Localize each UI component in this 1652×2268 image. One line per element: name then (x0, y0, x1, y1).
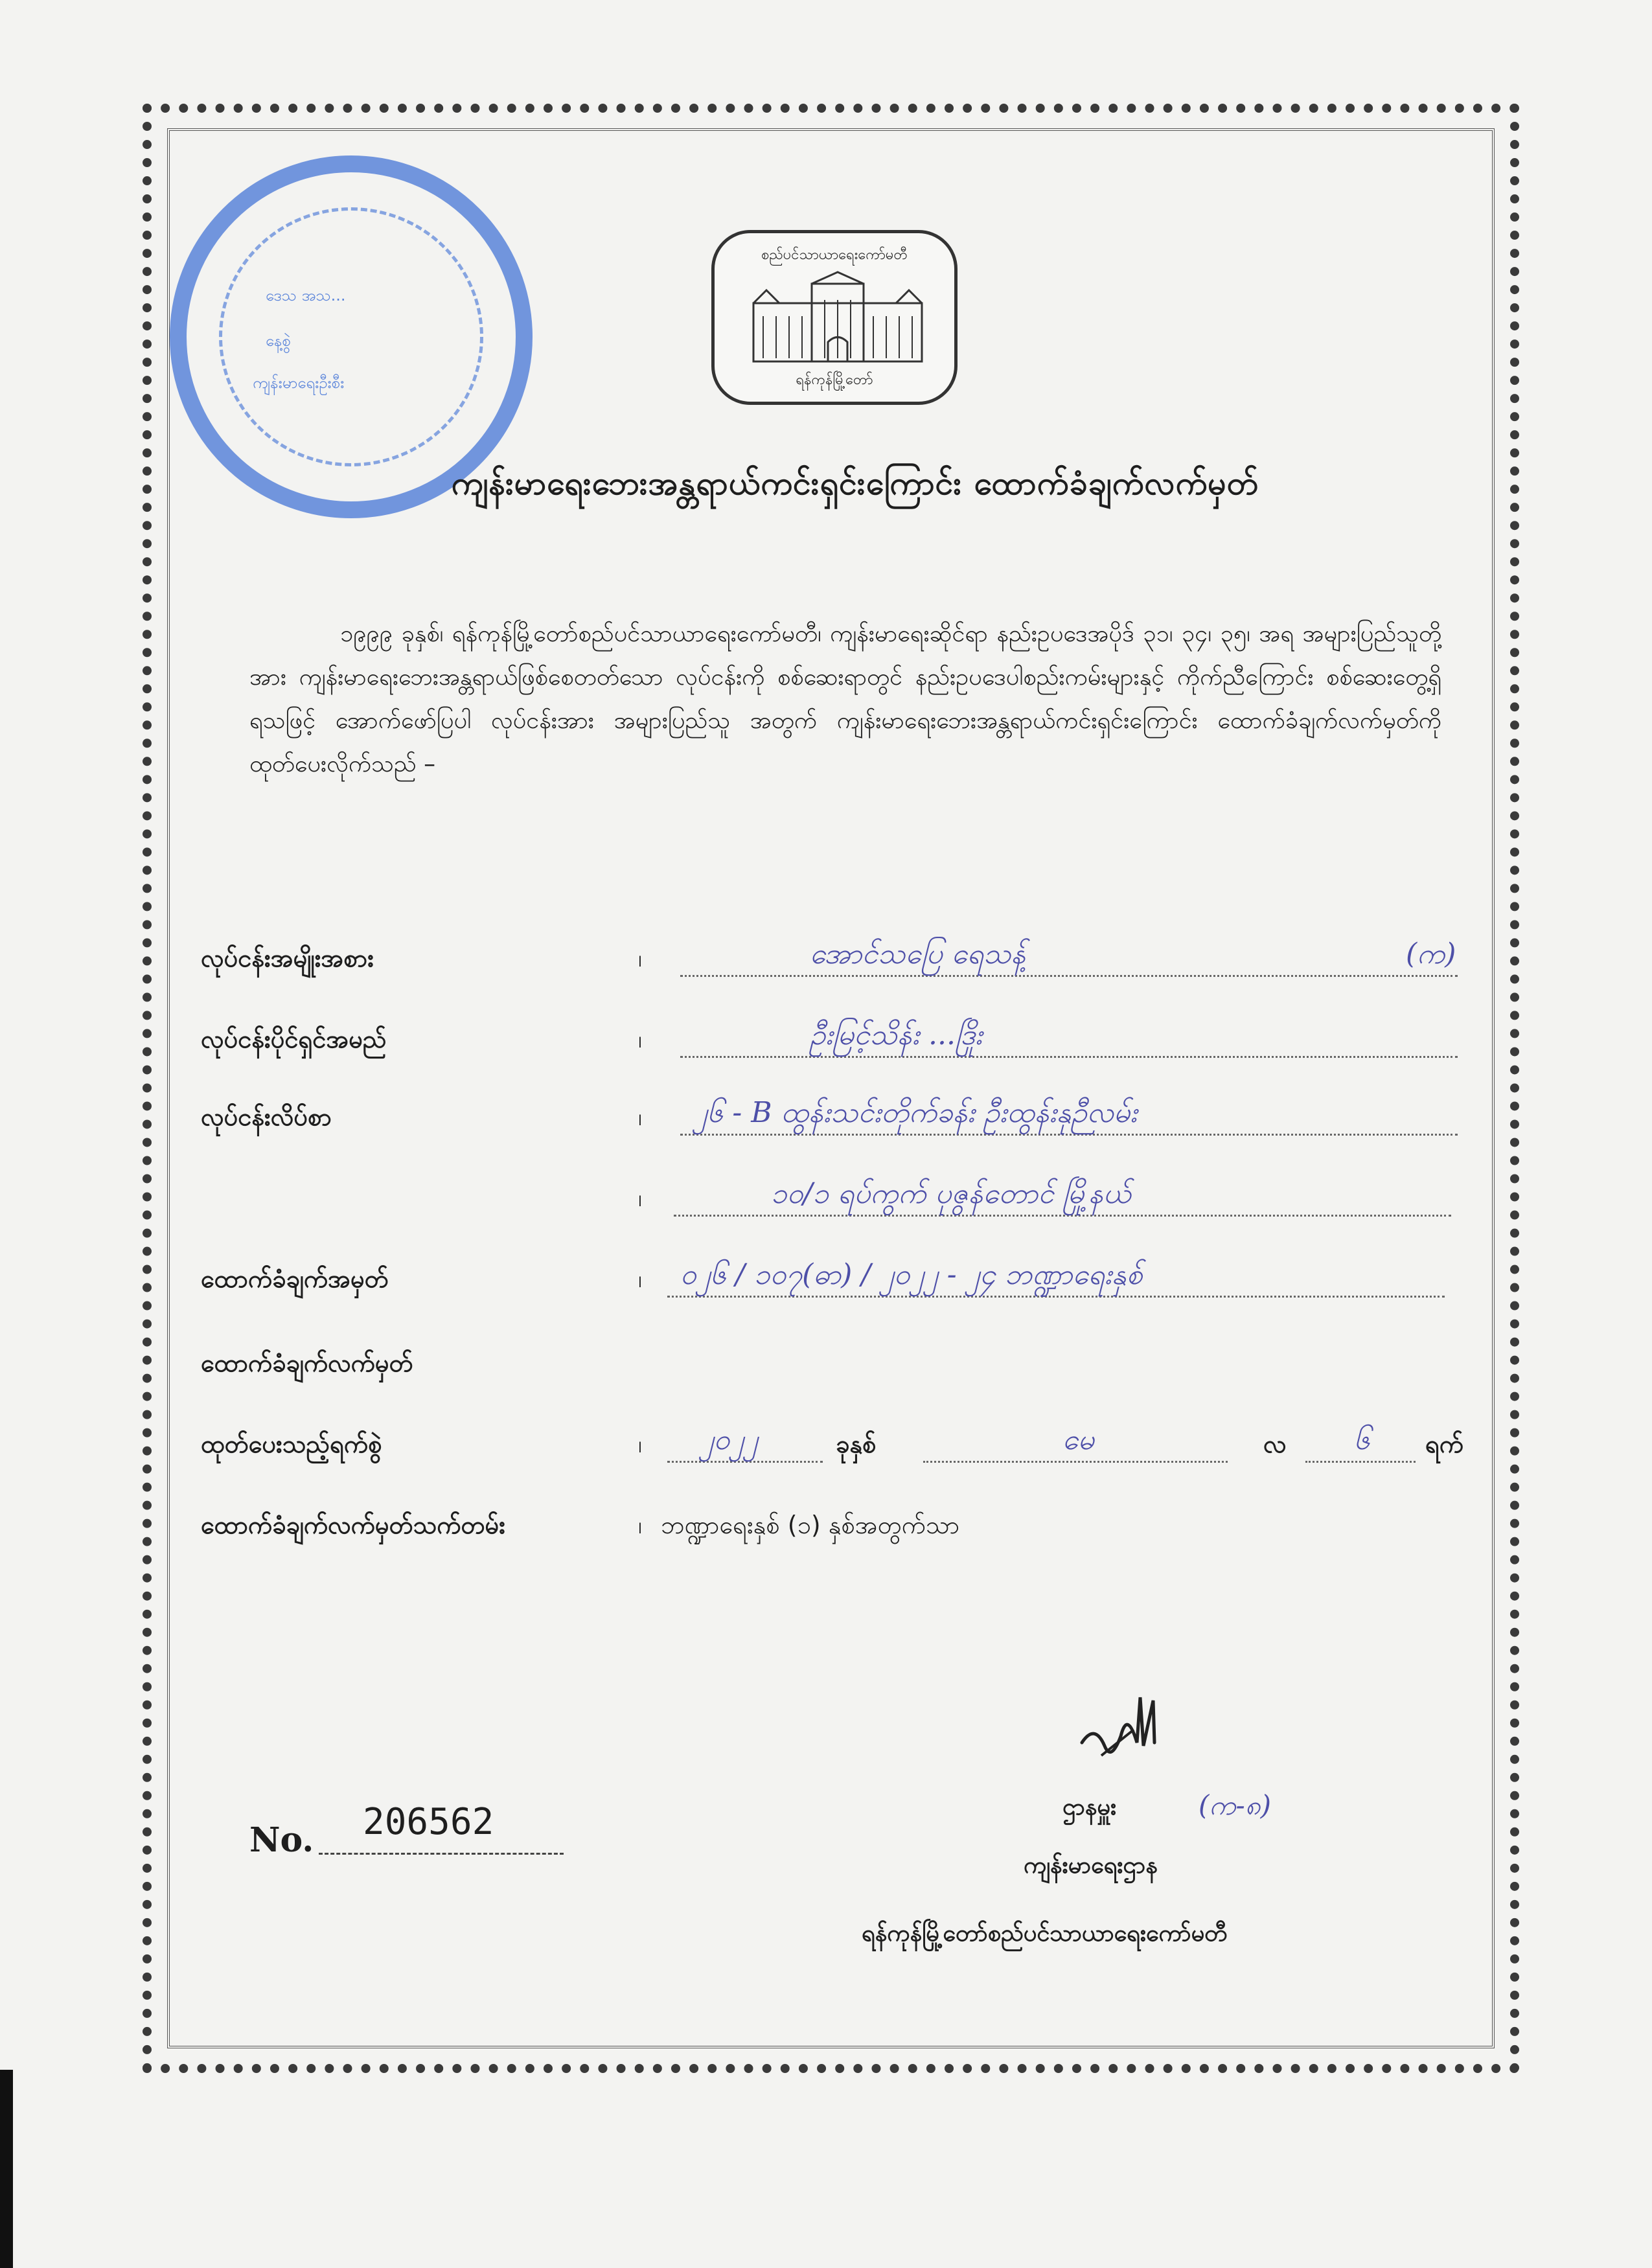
month-word: လ (1263, 1430, 1287, 1458)
address-value-line-2: ၁၀/၁ ရပ်ကွက် ပုဇွန်တောင် မြို့နယ် (771, 1177, 1131, 1210)
number-underline (319, 1853, 564, 1855)
row-address-continued (201, 1177, 1464, 1228)
validity-value: ဘဏ္ဍာရေးနှစ် (၁) နှစ်အတွက်သာ (661, 1511, 960, 1539)
issue-date-label: ထုတ်ပေးသည့်ရက်စွဲ (201, 1430, 382, 1458)
certificate-title: ကျန်းမာရေးဘေးအန္တရာယ်ကင်းရှင်းကြောင်း ထောက်ခံချက်လက်မှတ် (451, 464, 1259, 502)
certificate-label: ထောက်ခံချက်လက်မှတ် (201, 1349, 413, 1377)
issue-day-value: ၆ (1354, 1423, 1370, 1456)
number-label: No. (249, 1820, 314, 1860)
business-type-extra: (က) (1406, 937, 1456, 970)
colon: ၊ (638, 1511, 643, 1539)
year-word: ခုနှစ် (836, 1430, 877, 1458)
row-business-type (201, 937, 1464, 988)
colon: ၊ (638, 944, 643, 972)
seal-inner-ring (219, 207, 483, 466)
seal-line-2: နေ့စွဲ (266, 332, 291, 350)
signatory-hand-note: (က-၈) (1199, 1789, 1272, 1821)
day-word: ရက် (1425, 1430, 1464, 1458)
handwritten-signature (1075, 1684, 1179, 1775)
emblem-top-text: စည်ပင်သာယာရေးကော်မတီ (761, 247, 908, 263)
dotted-line (680, 1056, 1458, 1058)
colon: ၊ (638, 1265, 643, 1293)
seal-line-1: ဒေသ အသ... (266, 286, 346, 304)
owner-name-label: လုပ်ငန်းပိုင်ရှင်အမည် (201, 1025, 387, 1053)
seal-line-3: ကျန်းမာရေးဦးစီး (253, 374, 345, 392)
colon: ၊ (638, 1025, 643, 1053)
ref-no-value: ၀၂၆ / ၁၀၇(ဓာ) / ၂၀၂၂ - ၂၄ ဘဏ္ဍာရေးနှစ် (680, 1258, 1143, 1291)
row-address (201, 1096, 1464, 1147)
row-issue-date (201, 1423, 1464, 1474)
colon: ၊ (638, 1184, 643, 1212)
row-validity (201, 1509, 1464, 1555)
signatory-title: ဌာနမှူး (1062, 1794, 1117, 1820)
row-owner-name (201, 1018, 1464, 1069)
validity-label: ထောက်ခံချက်လက်မှတ်သက်တမ်း (201, 1511, 505, 1539)
city-hall-building-icon (740, 271, 935, 368)
emblem-bottom-text: ရန်ကုန်မြို့တော် (796, 372, 873, 388)
signatory-organization: ရန်ကုန်မြို့တော်စည်ပင်သာယာရေးကော်မတီ (862, 1920, 1228, 1947)
certificate-number: 206562 (363, 1801, 494, 1843)
dotted-line (680, 975, 1458, 977)
city-hall-emblem (711, 230, 958, 405)
colon: ၊ (638, 1103, 643, 1131)
certificate-body-paragraph: ၁၉၉၉ ခုနှစ်၊ ရန်ကုန်မြို့တော်စည်ပင်သာယာရေးကော်မတီ၊ ကျန်းမာရေးဆိုင်ရာ နည်းဥပဒေအပိုဒ် ၃၁၊ ၃၄၊ ၃၅၊ အရ အများပြည်သူတို့အား ကျန်းမာရေးဘေးအန္တရာယ်ဖြစ်စေတတ်သော လုပ်ငန်းကို စစ်ဆေးရာတွင် နည်းဥပဒေပါစည်းကမ်းများနှင့် ကိုက်ညီကြောင်း စစ်ဆေးတွေ့ရှိရသဖြင့် အောက်ဖော်ပြပါ လုပ်ငန်းအား အများပြည်သူ အတွက် ကျန်းမာရေးဘေးအန္တရာယ်ကင်းရှင်းကြောင်း ထောက်ခံချက်လက်မှတ်ကို ထုတ်ပေးလိုက်သည် – (249, 621, 1441, 777)
issue-year-value: ၂၀၂၂ (700, 1423, 758, 1456)
signatory-office: ကျန်းမာရေးဌာန (1024, 1852, 1158, 1879)
business-type-label: လုပ်ငန်းအမျိုးအစား (201, 944, 374, 972)
scan-edge-mark (0, 2070, 13, 2268)
ref-no-label: ထောက်ခံချက်အမှတ် (201, 1265, 389, 1293)
address-label: လုပ်ငန်းလိပ်စာ (201, 1103, 332, 1131)
owner-name-value: ဦးမြင့်သိန်း ...ဒြိုး (810, 1018, 983, 1051)
colon: ၊ (638, 1430, 643, 1458)
row-reference-number (201, 1258, 1464, 1309)
business-type-value: အောင်သပြေ ရေသန့် (810, 937, 1026, 970)
issue-month-value: မေ (1062, 1423, 1095, 1456)
row-certificate (201, 1347, 1464, 1393)
address-value-line-1: ၂၆ - B ထွန်းသင်းတိုက်ခန်း ဦးထွန်းနုဉီလမ်း (693, 1096, 1138, 1129)
